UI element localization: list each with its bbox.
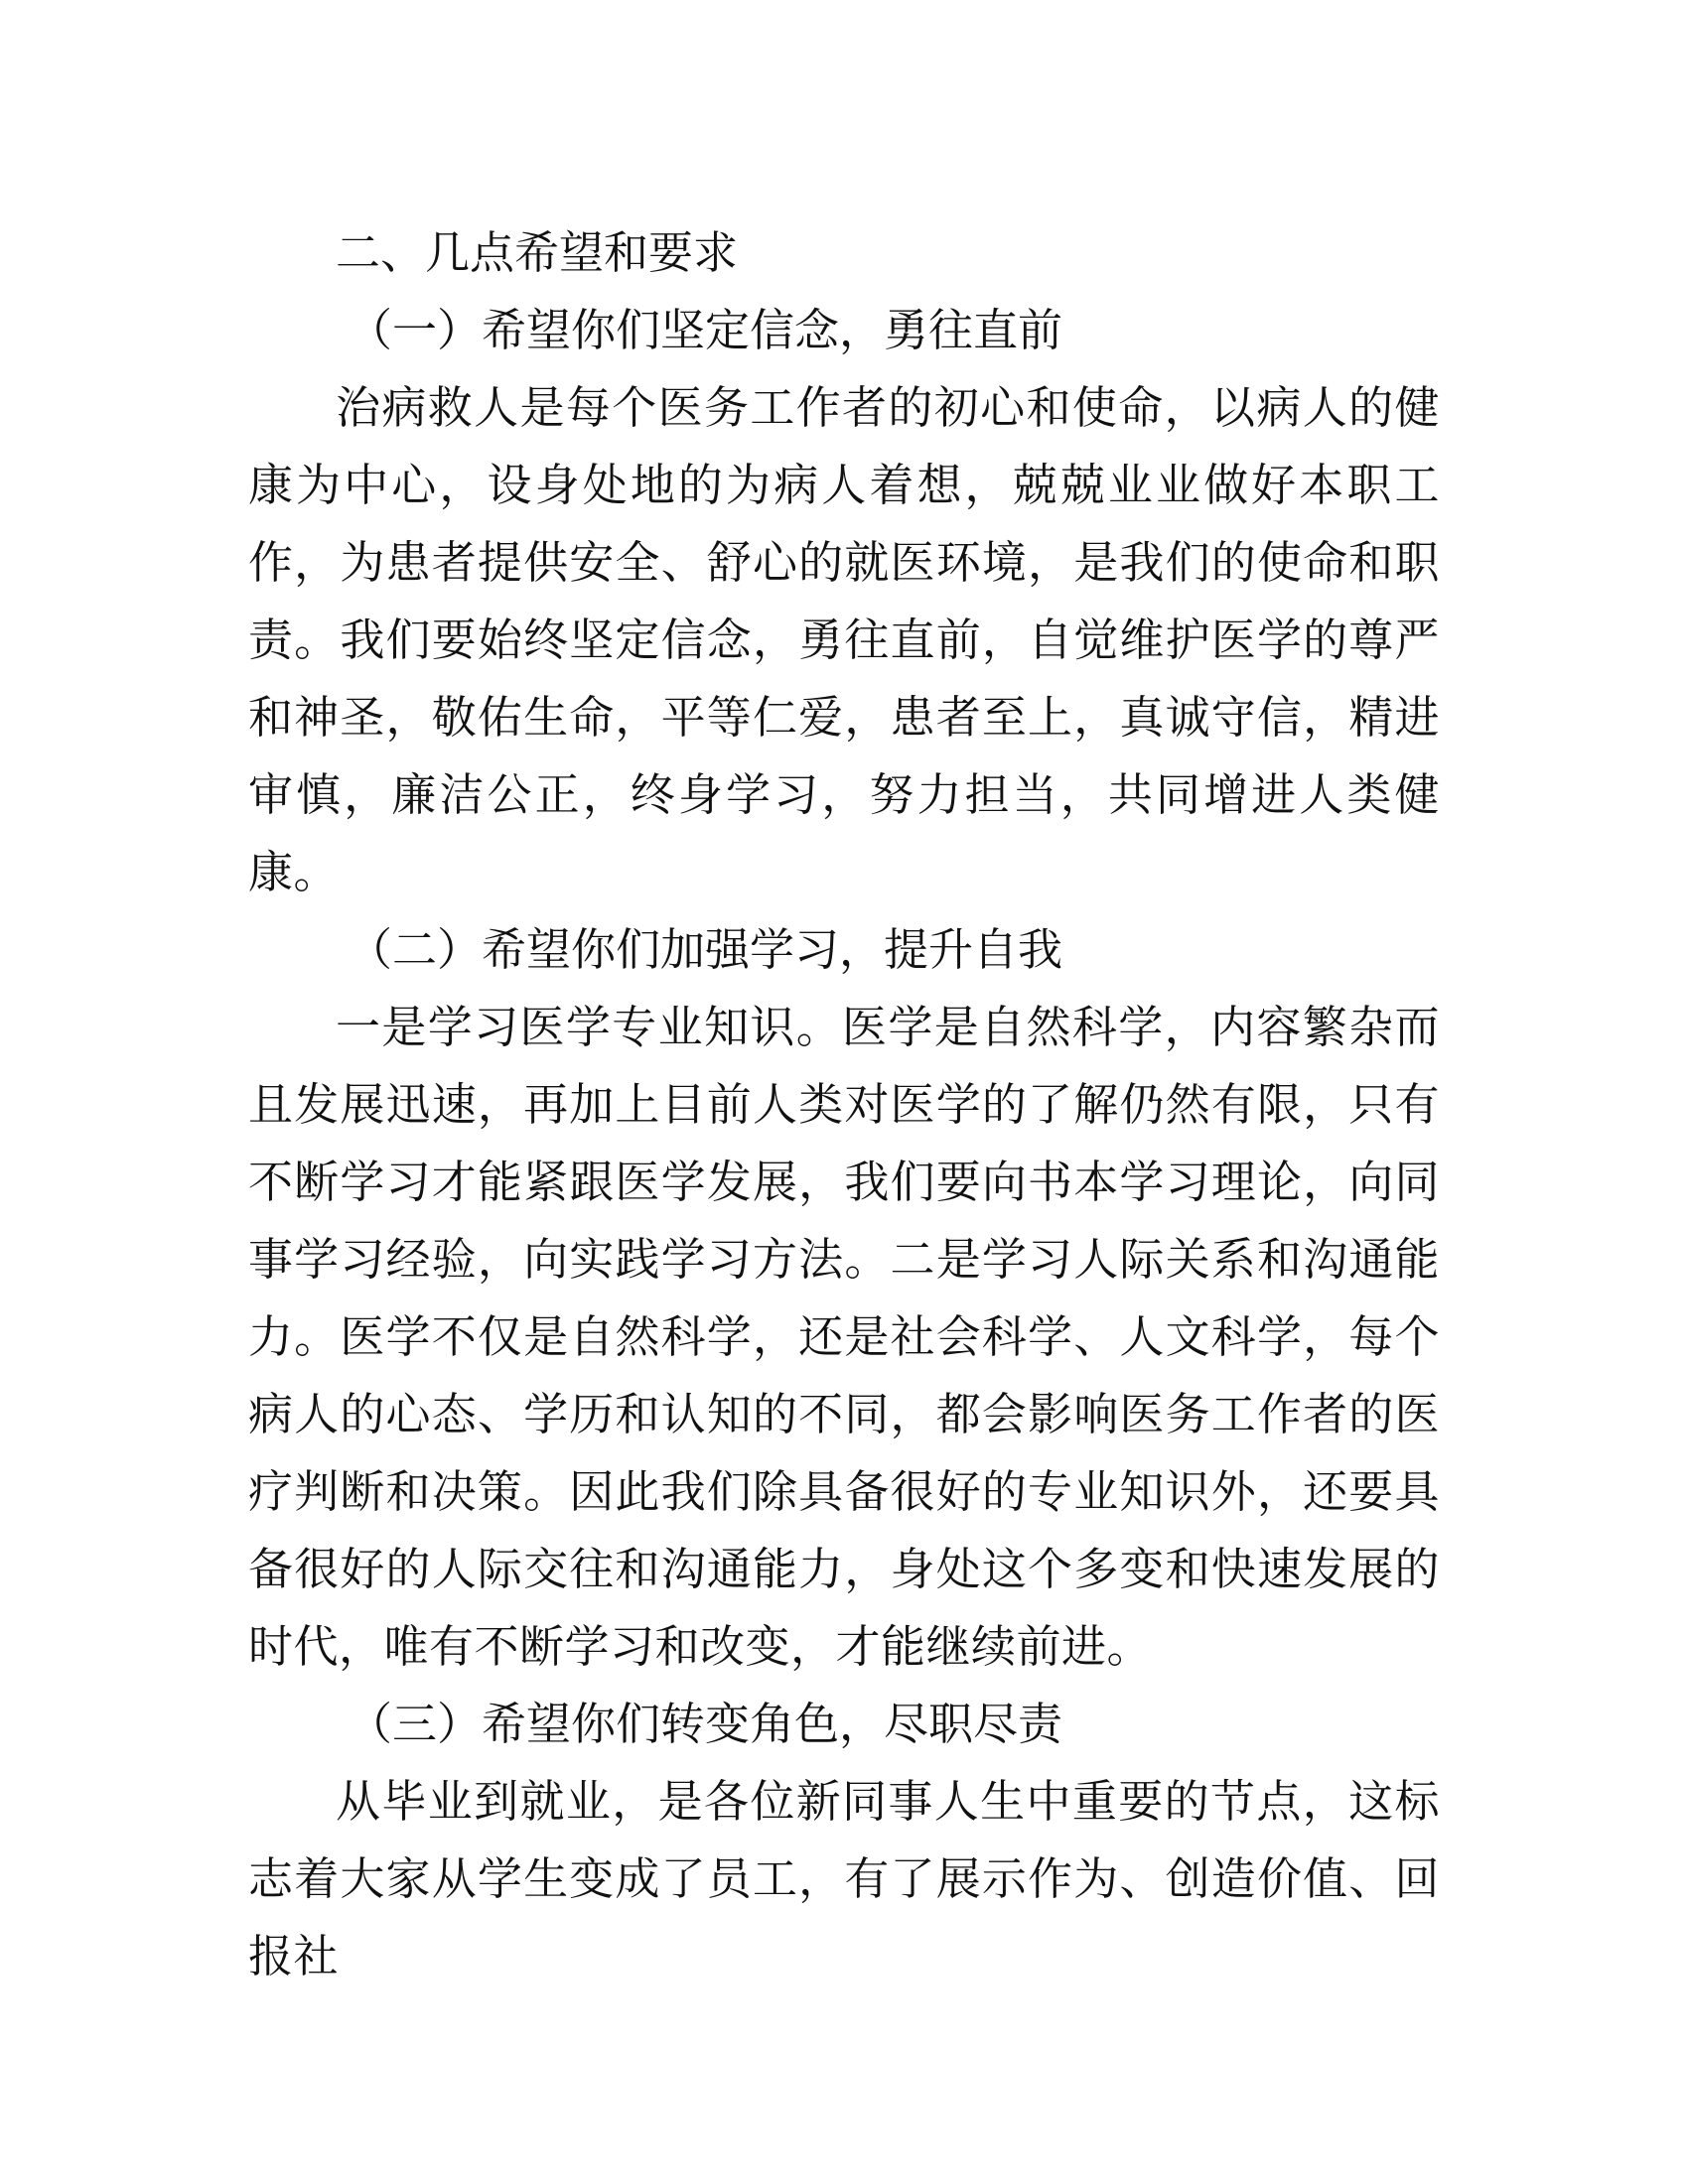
section-3-heading: （三）希望你们转变角色，尽职尽责: [348, 1698, 1063, 1750]
section-1-heading: （一）希望你们坚定信念，勇往直前: [348, 304, 1063, 356]
main-heading: 二、几点希望和要求: [336, 226, 739, 279]
section-2-paragraph: 一是学习医学专业知识。医学是自然科学，内容繁杂而且发展迅速，再加上目前人类对医学的了解仍然有限，只有不断学习才能紧跟医学发展，我们要向书本学习理论，向同事学习经验，向实践学习方法。二是学习人际关系和沟通能力。医学不仅是自然科学，还是社会科学、人文科学，每个病人的心态、学历和认知的不同，都会影响医务工作者的医疗判断和决策。因此我们除具备很好的专业知识外，还要具备很好的人际交往和沟通能力，身处这个多变和快速发展的时代，唯有不断学习和改变，才能继续前进。: [248, 1001, 1440, 1673]
section-2-heading: （二）希望你们加强学习，提升自我: [348, 923, 1063, 976]
document-body: [248, 214, 1440, 1995]
section-1-paragraph: 治病救人是每个医务工作者的初心和使命，以病人的健康为中心，设身处地的为病人着想，兢兢业业做好本职工作，为患者提供安全、舒心的就医环境，是我们的使命和职责。我们要始终坚定信念，勇往直前，自觉维护医学的尊严和神圣，敬佑生命，平等仁爱，患者至上，真诚守信，精进审慎，廉洁公正，终身学习，努力担当，共同增进人类健康。: [248, 381, 1440, 898]
section-3-paragraph: 从毕业到就业，是各位新同事人生中重要的节点，这标志着大家从学生变成了员工，有了展示作为、创造价值、回报社: [248, 1775, 1440, 1982]
